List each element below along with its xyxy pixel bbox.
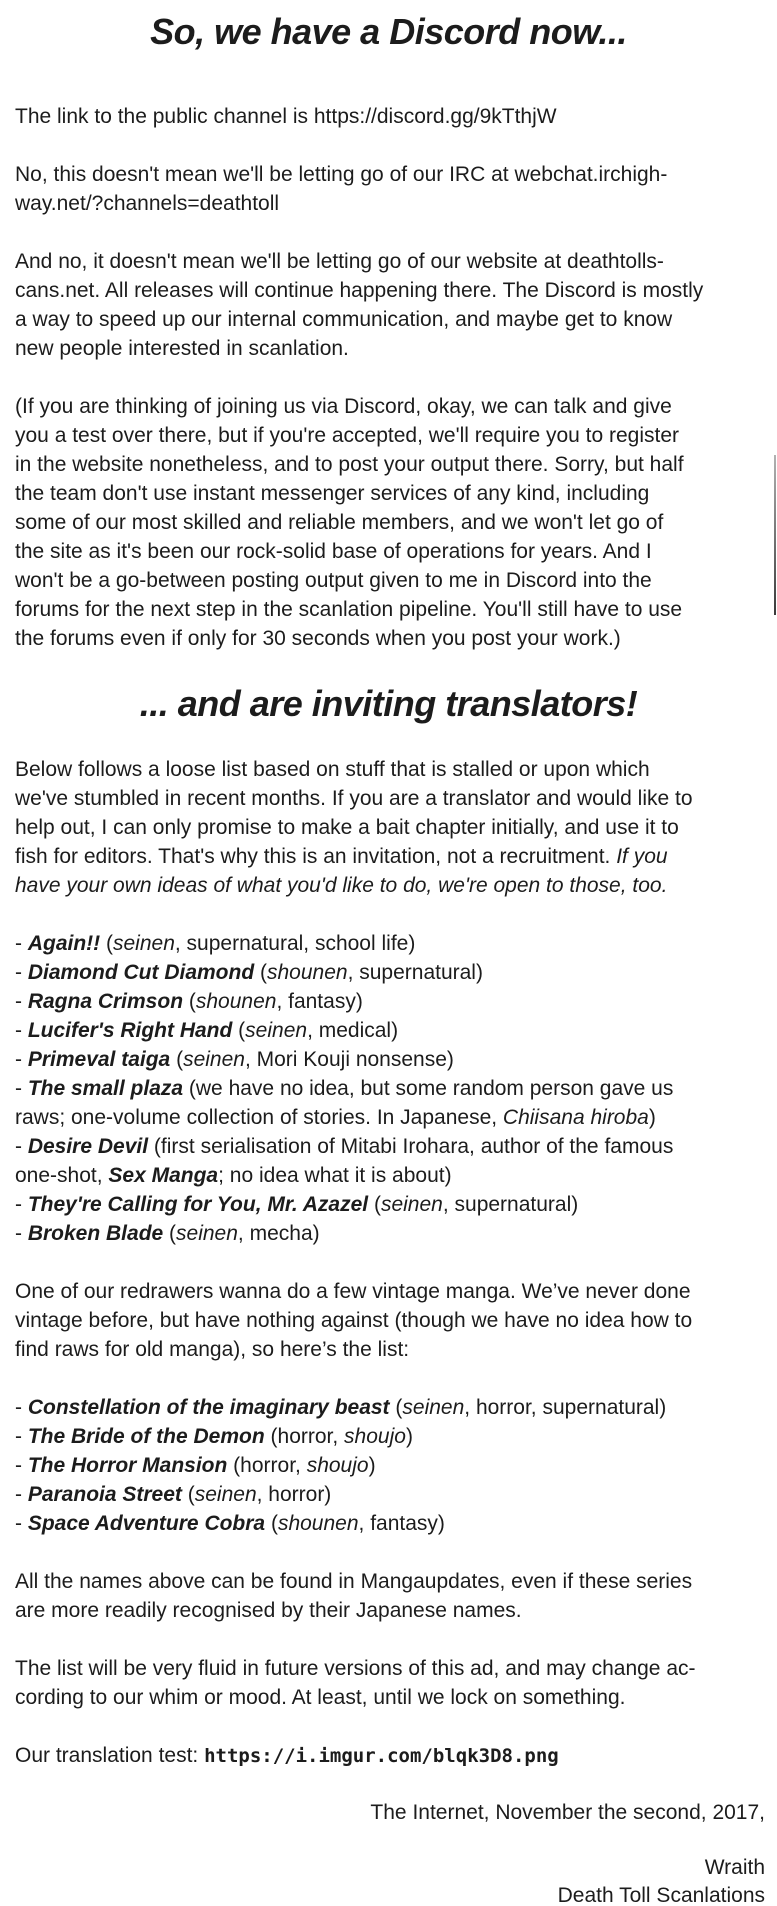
text-segment: ) [405, 1425, 413, 1448]
text-line [15, 508, 765, 537]
text-segment: Below follows a loose list based on stuff that is stalled or upon which [15, 758, 650, 781]
text-segment: - [15, 1077, 28, 1100]
list-item [15, 1045, 765, 1074]
text-segment: we've stumbled in recent months. If you are a translator and would like to [15, 787, 693, 810]
text-line [15, 537, 765, 566]
text-line [15, 1103, 765, 1132]
list-item [15, 1132, 765, 1190]
text-line [15, 1741, 765, 1771]
text-line [15, 842, 765, 871]
list-item [15, 958, 765, 987]
text-segment: They're Calling for You, Mr. Azazel [27, 1193, 369, 1216]
text-segment: And no, it doesn't mean we'll be letting go of our website at deathtolls- [15, 250, 664, 273]
text-line [15, 1509, 765, 1538]
text-segment: seinen [183, 1048, 245, 1071]
text-line [15, 595, 765, 624]
text-segment: Desire Devil [27, 1135, 149, 1158]
text-segment: The small plaza [27, 1077, 184, 1100]
text-line [15, 276, 765, 305]
text-line [15, 1393, 765, 1422]
text-line [15, 1451, 765, 1480]
text-segment: find raws for old manga), so here’s the list: [15, 1338, 410, 1361]
text-segment: - [15, 961, 28, 984]
heading-translators: ... and are inviting translators! [139, 683, 638, 724]
text-segment: ( [181, 1483, 195, 1506]
text-segment: ) [368, 1454, 376, 1477]
text-line [15, 189, 765, 218]
text-segment: cans.net. All releases will continue happening there. The Discord is mostly [15, 279, 704, 302]
signature-group: Death Toll Scanlations [557, 1884, 765, 1906]
text-segment: some of our most skilled and reliable members, and we won't let go of [15, 511, 664, 534]
text-line [15, 392, 765, 421]
text-segment: The Bride of the Demon [27, 1425, 265, 1448]
text-line [15, 1683, 765, 1712]
text-segment: one-shot, [15, 1164, 109, 1187]
list-item [15, 1393, 765, 1422]
text-segment: new people interested in scanlation. [15, 337, 349, 360]
text-segment: ( [368, 1193, 381, 1216]
text-segment: ( [170, 1048, 184, 1071]
para-irc [15, 160, 765, 218]
text-segment: ( [183, 990, 196, 1013]
text-segment: - [15, 1135, 28, 1158]
para-joining [15, 392, 765, 653]
text-segment: have your own ideas of what you'd like to do, we're open to those, too. [15, 874, 668, 897]
list-item [15, 1016, 765, 1045]
text-segment: seinen [176, 1222, 238, 1245]
text-segment: Sex Manga [108, 1164, 219, 1187]
text-segment: One of our redrawers wanna do a few vintage manga. We’ve never done [15, 1280, 691, 1303]
text-segment: , supernatural) [442, 1193, 579, 1216]
text-line [15, 566, 765, 595]
text-segment: https://i.imgur.com/blqk3D8.png [204, 1745, 559, 1767]
text-segment: shoujo [306, 1454, 369, 1477]
list-item [15, 929, 765, 958]
signature-block [15, 1799, 765, 1906]
text-segment: the team don't use instant messenger services of any kind, including [15, 482, 650, 505]
text-line [15, 1422, 765, 1451]
text-line [15, 1074, 765, 1103]
para-discord-link [15, 102, 765, 131]
text-segment: shounen [266, 961, 348, 984]
text-segment: ( [163, 1222, 177, 1245]
text-segment: - [15, 1425, 28, 1448]
text-segment: Constellation of the imaginary beast [27, 1396, 390, 1419]
para-website [15, 247, 765, 363]
text-segment: seinen [112, 932, 175, 955]
text-segment: won't be a go-between posting output given to me in Discord into the [15, 569, 652, 592]
text-line [15, 958, 765, 987]
list-item [15, 1422, 765, 1451]
text-segment: Ragna Crimson [27, 990, 184, 1013]
text-segment: If you [616, 845, 668, 868]
text-segment: cording to our whim or mood. At least, until we lock on something. [15, 1686, 626, 1709]
list-item [15, 1451, 765, 1480]
list-item [15, 987, 765, 1016]
text-line [15, 1161, 765, 1190]
text-segment: , Mori Kouji nonsense) [244, 1048, 454, 1071]
list-item [15, 1190, 765, 1219]
text-segment: ( [265, 1512, 278, 1535]
text-segment: , supernatural) [347, 961, 483, 984]
text-line [15, 1219, 765, 1248]
text-segment: - [15, 1222, 28, 1245]
list-item [15, 1480, 765, 1509]
text-segment: - [15, 1019, 28, 1042]
text-segment: seinen [402, 1396, 465, 1419]
text-segment: (we have no idea, but some random person gave us [183, 1077, 674, 1100]
text-segment: Primeval taiga [27, 1048, 171, 1071]
text-segment: The Horror Mansion [27, 1454, 228, 1477]
text-line [15, 1596, 765, 1625]
text-segment: , fantasy) [276, 990, 363, 1013]
text-line [15, 813, 765, 842]
text-segment: seinen [245, 1019, 308, 1042]
text-line [15, 1132, 765, 1161]
text-line [15, 102, 765, 131]
text-segment: Again!! [27, 932, 101, 955]
text-segment: shounen [195, 990, 277, 1013]
text-segment: - [15, 990, 28, 1013]
text-segment: Lucifer's Right Hand [27, 1019, 233, 1042]
text-line [15, 334, 765, 363]
text-segment: (If you are thinking of joining us via Discord, okay, we can talk and give [15, 395, 672, 418]
text-segment: - [15, 932, 28, 955]
text-line [15, 624, 765, 653]
text-line [15, 305, 765, 334]
heading-discord: So, we have a Discord now... [150, 11, 627, 52]
list-item [15, 1509, 765, 1538]
para-invitation [15, 755, 765, 900]
text-line [15, 987, 765, 1016]
text-segment: (horror, [264, 1425, 345, 1448]
text-segment: , supernatural, school life) [174, 932, 416, 955]
text-segment: the forums even if only for 30 seconds when you post your work.) [15, 627, 621, 650]
para-mangaupdates [15, 1567, 765, 1625]
text-segment: - [15, 1396, 28, 1419]
text-segment: Diamond Cut Diamond [27, 961, 255, 984]
para-translation-test [15, 1741, 765, 1771]
scan-artifact-line [774, 455, 776, 615]
text-line [15, 1045, 765, 1074]
text-line [15, 1654, 765, 1683]
text-line [15, 871, 765, 900]
text-segment: you a test over there, but if you're accepted, we'll require you to register [15, 424, 680, 447]
text-segment: The link to the public channel is https://discord.gg/9kTthjW [15, 105, 557, 128]
text-segment: , horror) [256, 1483, 332, 1506]
text-segment: help out, I can only promise to make a bait chapter initially, and use it to [15, 816, 679, 839]
text-line [15, 450, 765, 479]
list-item [15, 1074, 765, 1132]
text-segment: ( [254, 961, 267, 984]
text-segment: way.net/?channels=deathtoll [15, 192, 280, 215]
list-item [15, 1219, 765, 1248]
text-segment: - [15, 1193, 28, 1216]
text-segment: ) [648, 1106, 656, 1129]
text-line [15, 160, 765, 189]
text-segment: Chiisana hiroba [502, 1106, 649, 1129]
text-segment: Paranoia Street [27, 1483, 182, 1506]
text-segment: vintage before, but have nothing against (though we have no idea how to [15, 1309, 693, 1332]
text-line [15, 929, 765, 958]
text-segment: (first serialisation of Mitabi Irohara, author of the famous [148, 1135, 674, 1158]
text-line [15, 1277, 765, 1306]
text-segment: All the names above can be found in Mangaupdates, even if these series [15, 1570, 693, 1593]
text-segment: shoujo [344, 1425, 406, 1448]
text-segment: (horror, [227, 1454, 307, 1477]
text-segment: seinen [380, 1193, 443, 1216]
text-segment: fish for editors. That's why this is an invitation, not a recruitment. [15, 845, 617, 868]
text-segment: - [15, 1454, 28, 1477]
text-segment: shounen [277, 1512, 359, 1535]
text-segment: Our translation test: [15, 1744, 205, 1767]
text-line [15, 421, 765, 450]
text-line [15, 1567, 765, 1596]
text-segment: in the website nonetheless, and to post your output there. Sorry, but half [15, 453, 684, 476]
signature-author: Wraith [704, 1856, 765, 1879]
stalled-series-list [15, 929, 765, 1248]
signature-dateline: The Internet, November the second, 2017, [370, 1801, 765, 1824]
text-line [15, 479, 765, 508]
text-line [15, 1306, 765, 1335]
text-line [15, 1190, 765, 1219]
text-segment: Broken Blade [27, 1222, 164, 1245]
text-segment: the site as it's been our rock-solid base of operations for years. And I [15, 540, 652, 563]
text-segment: - [15, 1048, 28, 1071]
text-segment: , mecha) [237, 1222, 320, 1245]
para-vintage-intro [15, 1277, 765, 1364]
text-line [15, 1480, 765, 1509]
text-segment: , medical) [307, 1019, 399, 1042]
text-segment: , horror, supernatural) [464, 1396, 667, 1419]
text-segment: ; no idea what it is about) [218, 1164, 452, 1187]
text-segment: ( [100, 932, 113, 955]
text-segment: raws; one-volume collection of stories. In Japanese, [15, 1106, 503, 1129]
text-line [15, 1016, 765, 1045]
text-segment: are more readily recognised by their Japanese names. [15, 1599, 522, 1622]
text-line [15, 247, 765, 276]
text-segment: a way to speed up our internal communication, and maybe get to know [15, 308, 673, 331]
text-segment: seinen [194, 1483, 257, 1506]
text-segment: , fantasy) [358, 1512, 445, 1535]
text-segment: forums for the next step in the scanlation pipeline. You'll still have to use [15, 598, 683, 621]
text-line [15, 755, 765, 784]
text-segment: ( [389, 1396, 403, 1419]
text-segment: - [15, 1512, 28, 1535]
text-segment: - [15, 1483, 28, 1506]
text-line [15, 784, 765, 813]
text-segment: Space Adventure Cobra [27, 1512, 266, 1535]
text-segment: No, this doesn't mean we'll be letting go of our IRC at webchat.irchigh- [15, 163, 668, 186]
vintage-series-list [15, 1393, 765, 1538]
text-line [15, 1335, 765, 1364]
para-fluid [15, 1654, 765, 1712]
text-segment: ( [232, 1019, 246, 1042]
text-segment: The list will be very fluid in future versions of this ad, and may change ac- [15, 1657, 696, 1680]
